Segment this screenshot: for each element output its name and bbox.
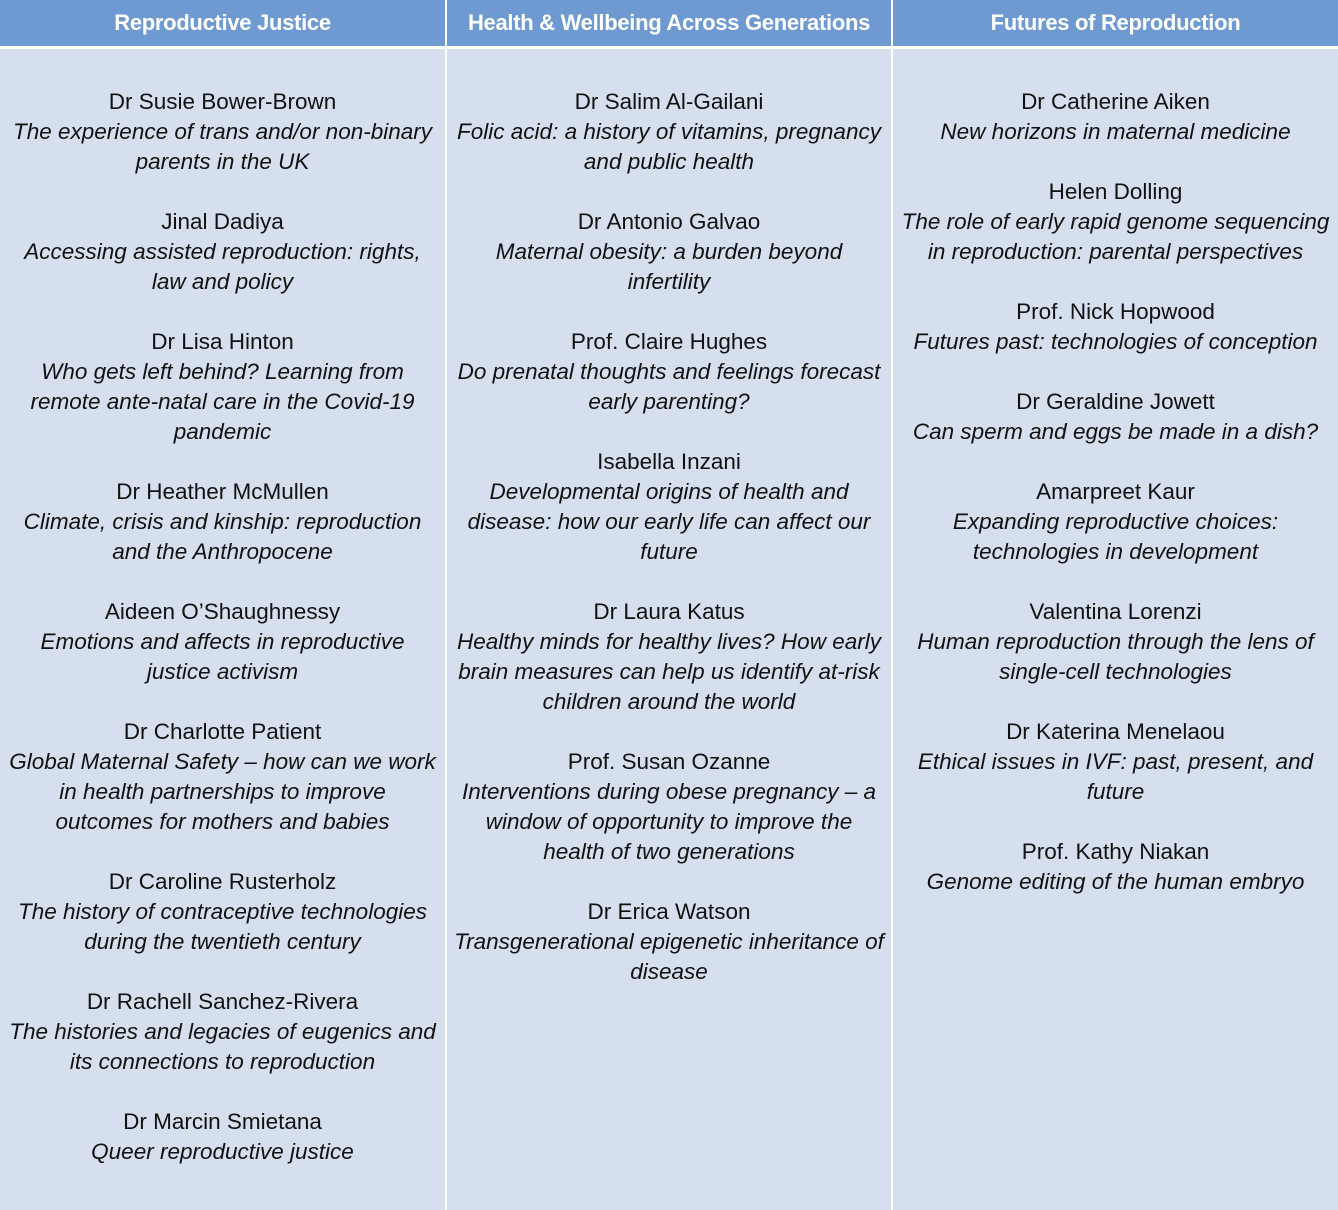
list-item [8,597,438,687]
column-header-reproductive-justice: Reproductive Justice [0,0,446,48]
talk-title: The role of early rapid genome sequencing in reproduction: parental perspectives [901,207,1331,267]
list-item [901,837,1331,897]
column-header-health-wellbeing: Health & Wellbeing Across Generations [446,0,892,48]
talk-title: Climate, crisis and kinship: reproduction and the Anthropocene [8,507,438,567]
speaker-name: Dr Salim Al-Gailani [453,87,885,117]
list-item [8,867,438,957]
list-item [453,747,885,867]
list-item [901,477,1331,567]
speaker-name: Dr Heather McMullen [8,477,438,507]
speaker-name: Jinal Dadiya [8,207,438,237]
list-item [901,387,1331,447]
speaker-name: Prof. Susan Ozanne [453,747,885,777]
column-reproductive-justice [0,48,446,1210]
speaker-name: Dr Marcin Smietana [8,1107,438,1137]
list-item [8,327,438,447]
talk-title: Global Maternal Safety – how can we work in health partnerships to improve outcomes for mothers and babies [8,747,438,837]
talk-title: Can sperm and eggs be made in a dish? [901,417,1331,447]
list-item [8,1107,438,1167]
column-header-futures-of-reproduction: Futures of Reproduction [892,0,1338,48]
list-item [453,327,885,417]
list-item [8,987,438,1077]
talk-title: Transgenerational epigenetic inheritance of disease [453,927,885,987]
speaker-name: Dr Erica Watson [453,897,885,927]
speaker-name: Dr Laura Katus [453,597,885,627]
list-item [453,897,885,987]
talk-title: Queer reproductive justice [8,1137,438,1167]
list-item [8,207,438,297]
talk-title: Maternal obesity: a burden beyond infertility [453,237,885,297]
content-row [0,48,1338,1210]
speaker-name: Dr Catherine Aiken [901,87,1331,117]
list-item [453,597,885,717]
speaker-name: Isabella Inzani [453,447,885,477]
talk-title: Accessing assisted reproduction: rights, law and policy [8,237,438,297]
column-futures-of-reproduction [892,48,1338,1210]
talk-title: Genome editing of the human embryo [901,867,1331,897]
list-item [8,717,438,837]
talk-title: Emotions and affects in reproductive justice activism [8,627,438,687]
talk-title: Do prenatal thoughts and feelings forecast early parenting? [453,357,885,417]
list-item [453,207,885,297]
talk-title: Ethical issues in IVF: past, present, and future [901,747,1331,807]
header-row [0,0,1338,48]
talk-title: Developmental origins of health and disease: how our early life can affect our future [453,477,885,567]
talk-title: The histories and legacies of eugenics and its connections to reproduction [8,1017,438,1077]
speaker-name: Amarpreet Kaur [901,477,1331,507]
speaker-name: Valentina Lorenzi [901,597,1331,627]
list-item [453,87,885,177]
list-item [901,177,1331,267]
list-item [8,477,438,567]
talk-title: Folic acid: a history of vitamins, pregnancy and public health [453,117,885,177]
speaker-name: Helen Dolling [901,177,1331,207]
speaker-name: Dr Caroline Rusterholz [8,867,438,897]
talk-title: Futures past: technologies of conception [901,327,1331,357]
speaker-name: Aideen O’Shaughnessy [8,597,438,627]
speaker-name: Dr Antonio Galvao [453,207,885,237]
column-health-wellbeing [446,48,892,1210]
speaker-name: Prof. Claire Hughes [453,327,885,357]
speaker-name: Dr Rachell Sanchez-Rivera [8,987,438,1017]
speaker-name: Prof. Kathy Niakan [901,837,1331,867]
list-item [453,447,885,567]
list-item [901,87,1331,147]
talk-title: The experience of trans and/or non-binary parents in the UK [8,117,438,177]
talk-title: Healthy minds for healthy lives? How early brain measures can help us identify at-risk children around the world [453,627,885,717]
talk-title: Who gets left behind? Learning from remote ante-natal care in the Covid-19 pandemic [8,357,438,447]
speaker-name: Dr Charlotte Patient [8,717,438,747]
speaker-name: Dr Susie Bower-Brown [8,87,438,117]
talk-title: Expanding reproductive choices: technologies in development [901,507,1331,567]
list-item [901,297,1331,357]
speaker-name: Dr Geraldine Jowett [901,387,1331,417]
talk-title: The history of contraceptive technologies during the twentieth century [8,897,438,957]
talk-title: Interventions during obese pregnancy – a window of opportunity to improve the health of two generations [453,777,885,867]
speaker-name: Prof. Nick Hopwood [901,297,1331,327]
talk-title: Human reproduction through the lens of single-cell technologies [901,627,1331,687]
list-item [901,717,1331,807]
list-item [8,87,438,177]
list-item [901,597,1331,687]
speaker-name: Dr Lisa Hinton [8,327,438,357]
speaker-name: Dr Katerina Menelaou [901,717,1331,747]
talk-title: New horizons in maternal medicine [901,117,1331,147]
